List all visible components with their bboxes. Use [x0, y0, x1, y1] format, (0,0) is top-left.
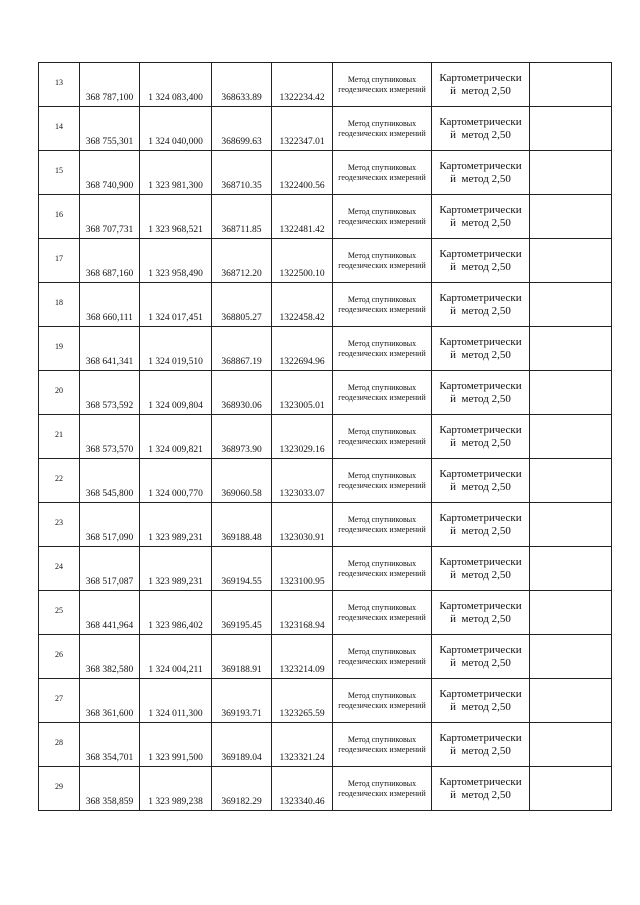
x-coordinate-alt-cell [212, 723, 272, 767]
method-cell [333, 239, 432, 283]
y-coordinate-alt-cell [272, 547, 333, 591]
x-coordinate-alt-text: 369194.55 [221, 577, 262, 587]
y-coordinate-alt-text: 1322481.42 [279, 225, 325, 235]
y-coordinate-cell [140, 591, 212, 635]
x-coordinate-alt-text: 368973.90 [221, 445, 262, 455]
x-coordinate-cell [80, 415, 140, 459]
point-number-cell [39, 239, 80, 283]
y-coordinate-alt-cell [272, 723, 333, 767]
x-coordinate-alt-cell [212, 63, 272, 107]
accuracy-text: Картометрически [439, 115, 522, 128]
method-text: Метод спутниковых геодезических измерений [338, 162, 426, 182]
x-coordinate-alt-text: 369188.48 [221, 533, 262, 543]
method-cell [333, 415, 432, 459]
y-coordinate-alt-text: 1323029.16 [279, 445, 325, 455]
y-coordinate-alt-cell [272, 195, 333, 239]
y-coordinate-text: 1 323 981,300 [148, 181, 203, 191]
x-coordinate-alt-cell [212, 547, 272, 591]
point-number-text: 21 [55, 430, 63, 439]
method-cell [333, 327, 432, 371]
point-number-text: 24 [55, 562, 63, 571]
x-coordinate-cell [80, 283, 140, 327]
method-text: Метод спутниковых геодезических измерений [338, 602, 426, 622]
method-text: Метод спутниковых геодезических измерений [338, 294, 426, 314]
accuracy-text: й метод 2,50 [450, 216, 511, 229]
accuracy-cell [432, 459, 530, 503]
table-row [39, 371, 612, 415]
empty-cell [530, 723, 612, 767]
x-coordinate-alt-text: 368633.89 [221, 93, 262, 103]
y-coordinate-text: 1 323 989,231 [148, 533, 203, 543]
y-coordinate-alt-text: 1323005.01 [279, 401, 325, 411]
method-cell [333, 371, 432, 415]
x-coordinate-alt-cell [212, 591, 272, 635]
y-coordinate-cell [140, 371, 212, 415]
y-coordinate-text: 1 324 017,451 [148, 313, 203, 323]
x-coordinate-text: 368 441,964 [85, 621, 134, 631]
x-coordinate-cell [80, 327, 140, 371]
y-coordinate-alt-cell [272, 415, 333, 459]
x-coordinate-alt-text: 368930.06 [221, 401, 262, 411]
point-number-cell [39, 723, 80, 767]
empty-cell [530, 635, 612, 679]
method-text: Метод спутниковых геодезических измерений [338, 470, 426, 490]
accuracy-text: Картометрически [439, 379, 522, 392]
accuracy-cell [432, 547, 530, 591]
accuracy-text: й метод 2,50 [450, 128, 511, 141]
empty-cell [530, 63, 612, 107]
point-number-text: 23 [55, 518, 63, 527]
x-coordinate-text: 368 740,900 [85, 181, 134, 191]
y-coordinate-alt-cell [272, 635, 333, 679]
y-coordinate-text: 1 324 011,300 [148, 709, 203, 719]
method-text: Метод спутниковых геодезических измерений [338, 514, 426, 534]
point-number-text: 19 [55, 342, 63, 351]
y-coordinate-alt-text: 1323033.07 [279, 489, 325, 499]
point-number-cell [39, 327, 80, 371]
x-coordinate-alt-text: 369195.45 [221, 621, 262, 631]
y-coordinate-alt-text: 1323340.46 [279, 797, 325, 807]
table-row [39, 723, 612, 767]
method-text: Метод спутниковых геодезических измерений [338, 646, 426, 666]
y-coordinate-alt-text: 1322500.10 [279, 269, 325, 279]
y-coordinate-alt-text: 1323265.59 [279, 709, 325, 719]
y-coordinate-cell [140, 459, 212, 503]
x-coordinate-alt-cell [212, 459, 272, 503]
point-number-cell [39, 107, 80, 151]
x-coordinate-cell [80, 723, 140, 767]
empty-cell [530, 327, 612, 371]
y-coordinate-cell [140, 327, 212, 371]
x-coordinate-text: 368 573,592 [85, 401, 134, 411]
x-coordinate-alt-text: 368712.20 [221, 269, 262, 279]
accuracy-text: Картометрически [439, 775, 522, 788]
y-coordinate-text: 1 323 968,521 [148, 225, 203, 235]
y-coordinate-text: 1 324 009,804 [148, 401, 203, 411]
accuracy-text: й метод 2,50 [450, 568, 511, 581]
accuracy-cell [432, 503, 530, 547]
accuracy-text: й метод 2,50 [450, 304, 511, 317]
accuracy-text: Картометрически [439, 511, 522, 524]
table-row [39, 195, 612, 239]
x-coordinate-text: 368 707,731 [85, 225, 134, 235]
point-number-cell [39, 151, 80, 195]
accuracy-text: й метод 2,50 [450, 84, 511, 97]
point-number-cell [39, 371, 80, 415]
accuracy-text: Картометрически [439, 643, 522, 656]
table-row [39, 547, 612, 591]
method-cell [333, 679, 432, 723]
y-coordinate-alt-text: 1323214.09 [279, 665, 325, 675]
method-cell [333, 635, 432, 679]
accuracy-text: й метод 2,50 [450, 392, 511, 405]
method-cell [333, 591, 432, 635]
x-coordinate-text: 368 354,701 [85, 753, 134, 763]
y-coordinate-alt-cell [272, 459, 333, 503]
empty-cell [530, 283, 612, 327]
accuracy-text: й метод 2,50 [450, 172, 511, 185]
table-row [39, 239, 612, 283]
y-coordinate-cell [140, 239, 212, 283]
point-number-text: 15 [55, 166, 63, 175]
coordinates-table-body [39, 63, 612, 811]
method-cell [333, 547, 432, 591]
point-number-cell [39, 283, 80, 327]
accuracy-cell [432, 415, 530, 459]
x-coordinate-alt-cell [212, 239, 272, 283]
accuracy-cell [432, 63, 530, 107]
y-coordinate-cell [140, 547, 212, 591]
accuracy-cell [432, 679, 530, 723]
accuracy-text: й метод 2,50 [450, 744, 511, 757]
x-coordinate-cell [80, 371, 140, 415]
method-text: Метод спутниковых геодезических измерений [338, 338, 426, 358]
point-number-cell [39, 459, 80, 503]
x-coordinate-alt-cell [212, 195, 272, 239]
y-coordinate-text: 1 323 958,490 [148, 269, 203, 279]
accuracy-text: й метод 2,50 [450, 612, 511, 625]
method-cell [333, 195, 432, 239]
accuracy-cell [432, 151, 530, 195]
empty-cell [530, 547, 612, 591]
empty-cell [530, 195, 612, 239]
point-number-text: 20 [55, 386, 63, 395]
y-coordinate-alt-cell [272, 63, 333, 107]
x-coordinate-text: 368 517,087 [85, 577, 134, 587]
accuracy-text: Картометрически [439, 71, 522, 84]
method-text: Метод спутниковых геодезических измерений [338, 426, 426, 446]
accuracy-cell [432, 371, 530, 415]
x-coordinate-alt-text: 368805.27 [221, 313, 262, 323]
accuracy-cell [432, 767, 530, 811]
x-coordinate-text: 368 545,800 [85, 489, 134, 499]
point-number-text: 13 [55, 78, 63, 87]
x-coordinate-cell [80, 151, 140, 195]
y-coordinate-cell [140, 415, 212, 459]
method-text: Метод спутниковых геодезических измерений [338, 250, 426, 270]
point-number-cell [39, 591, 80, 635]
empty-cell [530, 591, 612, 635]
point-number-cell [39, 547, 80, 591]
point-number-text: 25 [55, 606, 63, 615]
y-coordinate-text: 1 324 009,821 [148, 445, 203, 455]
x-coordinate-text: 368 755,301 [85, 137, 134, 147]
x-coordinate-alt-text: 369189.04 [221, 753, 262, 763]
accuracy-cell [432, 591, 530, 635]
accuracy-text: й метод 2,50 [450, 436, 511, 449]
accuracy-text: й метод 2,50 [450, 260, 511, 273]
x-coordinate-cell [80, 63, 140, 107]
point-number-cell [39, 635, 80, 679]
x-coordinate-alt-cell [212, 415, 272, 459]
table-row [39, 591, 612, 635]
y-coordinate-cell [140, 767, 212, 811]
x-coordinate-alt-cell [212, 503, 272, 547]
accuracy-text: Картометрически [439, 731, 522, 744]
method-cell [333, 503, 432, 547]
table-row [39, 283, 612, 327]
y-coordinate-text: 1 323 986,402 [148, 621, 203, 631]
method-text: Метод спутниковых геодезических измерений [338, 778, 426, 798]
y-coordinate-alt-cell [272, 151, 333, 195]
empty-cell [530, 151, 612, 195]
y-coordinate-text: 1 324 083,400 [148, 93, 203, 103]
method-cell [333, 283, 432, 327]
point-number-cell [39, 415, 80, 459]
point-number-cell [39, 767, 80, 811]
x-coordinate-alt-cell [212, 107, 272, 151]
x-coordinate-cell [80, 591, 140, 635]
x-coordinate-cell [80, 239, 140, 283]
y-coordinate-cell [140, 63, 212, 107]
y-coordinate-alt-cell [272, 591, 333, 635]
x-coordinate-alt-cell [212, 767, 272, 811]
y-coordinate-alt-cell [272, 107, 333, 151]
y-coordinate-cell [140, 723, 212, 767]
accuracy-text: й метод 2,50 [450, 788, 511, 801]
table-row [39, 415, 612, 459]
method-text: Метод спутниковых геодезических измерений [338, 690, 426, 710]
point-number-text: 17 [55, 254, 63, 263]
empty-cell [530, 767, 612, 811]
y-coordinate-alt-cell [272, 371, 333, 415]
y-coordinate-text: 1 324 000,770 [148, 489, 203, 499]
y-coordinate-text: 1 324 004,211 [148, 665, 203, 675]
x-coordinate-alt-cell [212, 283, 272, 327]
point-number-text: 27 [55, 694, 63, 703]
accuracy-text: Картометрически [439, 687, 522, 700]
x-coordinate-text: 368 573,570 [85, 445, 134, 455]
x-coordinate-text: 368 382,580 [85, 665, 134, 675]
point-number-cell [39, 503, 80, 547]
accuracy-text: й метод 2,50 [450, 480, 511, 493]
table-row [39, 679, 612, 723]
table-row [39, 767, 612, 811]
y-coordinate-alt-text: 1322234.42 [279, 93, 325, 103]
accuracy-cell [432, 635, 530, 679]
y-coordinate-text: 1 323 989,238 [148, 797, 203, 807]
empty-cell [530, 503, 612, 547]
point-number-text: 28 [55, 738, 63, 747]
method-text: Метод спутниковых геодезических измерений [338, 206, 426, 226]
accuracy-text: Картометрически [439, 159, 522, 172]
x-coordinate-text: 368 641,341 [85, 357, 134, 367]
accuracy-cell [432, 107, 530, 151]
accuracy-text: Картометрически [439, 203, 522, 216]
x-coordinate-alt-text: 368867.19 [221, 357, 262, 367]
x-coordinate-alt-text: 368710.35 [221, 181, 262, 191]
x-coordinate-alt-cell [212, 327, 272, 371]
accuracy-text: Картометрически [439, 423, 522, 436]
y-coordinate-text: 1 324 019,510 [148, 357, 203, 367]
x-coordinate-alt-cell [212, 151, 272, 195]
accuracy-cell [432, 283, 530, 327]
x-coordinate-text: 368 660,111 [86, 313, 133, 323]
y-coordinate-alt-cell [272, 679, 333, 723]
table-row [39, 327, 612, 371]
empty-cell [530, 415, 612, 459]
x-coordinate-cell [80, 767, 140, 811]
x-coordinate-text: 368 361,600 [85, 709, 134, 719]
y-coordinate-alt-text: 1322347.01 [279, 137, 325, 147]
accuracy-text: Картометрически [439, 335, 522, 348]
y-coordinate-text: 1 323 991,500 [148, 753, 203, 763]
y-coordinate-cell [140, 503, 212, 547]
y-coordinate-alt-cell [272, 503, 333, 547]
accuracy-text: Картометрически [439, 291, 522, 304]
method-cell [333, 63, 432, 107]
x-coordinate-text: 368 517,090 [85, 533, 134, 543]
y-coordinate-cell [140, 283, 212, 327]
accuracy-text: й метод 2,50 [450, 656, 511, 669]
y-coordinate-alt-text: 1322458.42 [279, 313, 325, 323]
accuracy-cell [432, 239, 530, 283]
y-coordinate-alt-text: 1322694.96 [279, 357, 325, 367]
accuracy-cell [432, 723, 530, 767]
accuracy-cell [432, 195, 530, 239]
method-cell [333, 723, 432, 767]
y-coordinate-text: 1 324 040,000 [148, 137, 203, 147]
y-coordinate-cell [140, 635, 212, 679]
y-coordinate-cell [140, 679, 212, 723]
y-coordinate-alt-cell [272, 327, 333, 371]
x-coordinate-alt-cell [212, 371, 272, 415]
x-coordinate-cell [80, 459, 140, 503]
table-row [39, 63, 612, 107]
empty-cell [530, 107, 612, 151]
method-text: Метод спутниковых геодезических измерений [338, 382, 426, 402]
empty-cell [530, 459, 612, 503]
x-coordinate-alt-text: 369060.58 [221, 489, 262, 499]
table-row [39, 503, 612, 547]
y-coordinate-alt-text: 1323168.94 [279, 621, 325, 631]
y-coordinate-text: 1 323 989,231 [148, 577, 203, 587]
empty-cell [530, 371, 612, 415]
point-number-text: 18 [55, 298, 63, 307]
x-coordinate-alt-text: 368711.85 [221, 225, 262, 235]
table-row [39, 635, 612, 679]
method-cell [333, 767, 432, 811]
y-coordinate-cell [140, 195, 212, 239]
accuracy-text: Картометрически [439, 467, 522, 480]
y-coordinate-alt-text: 1322400.56 [279, 181, 325, 191]
method-cell [333, 151, 432, 195]
accuracy-text: Картометрически [439, 247, 522, 260]
x-coordinate-cell [80, 679, 140, 723]
point-number-cell [39, 63, 80, 107]
method-text: Метод спутниковых геодезических измерений [338, 74, 426, 94]
point-number-cell [39, 195, 80, 239]
coordinates-table [38, 62, 612, 811]
y-coordinate-alt-text: 1323030.91 [279, 533, 325, 543]
empty-cell [530, 239, 612, 283]
method-text: Метод спутниковых геодезических измерений [338, 734, 426, 754]
accuracy-text: Картометрически [439, 555, 522, 568]
x-coordinate-cell [80, 195, 140, 239]
x-coordinate-alt-text: 368699.63 [221, 137, 262, 147]
accuracy-text: й метод 2,50 [450, 524, 511, 537]
y-coordinate-alt-text: 1323321.24 [279, 753, 325, 763]
accuracy-text: Картометрически [439, 599, 522, 612]
point-number-text: 29 [55, 782, 63, 791]
accuracy-cell [432, 327, 530, 371]
empty-cell [530, 679, 612, 723]
point-number-text: 16 [55, 210, 63, 219]
table-row [39, 151, 612, 195]
table-row [39, 107, 612, 151]
x-coordinate-cell [80, 503, 140, 547]
point-number-text: 14 [55, 122, 63, 131]
x-coordinate-alt-cell [212, 679, 272, 723]
y-coordinate-cell [140, 107, 212, 151]
y-coordinate-cell [140, 151, 212, 195]
x-coordinate-text: 368 687,160 [85, 269, 134, 279]
point-number-cell [39, 679, 80, 723]
y-coordinate-alt-cell [272, 767, 333, 811]
x-coordinate-text: 368 787,100 [85, 93, 134, 103]
x-coordinate-cell [80, 107, 140, 151]
x-coordinate-cell [80, 635, 140, 679]
accuracy-text: й метод 2,50 [450, 348, 511, 361]
table-row [39, 459, 612, 503]
x-coordinate-alt-cell [212, 635, 272, 679]
x-coordinate-alt-text: 369188.91 [221, 665, 262, 675]
method-text: Метод спутниковых геодезических измерений [338, 118, 426, 138]
x-coordinate-cell [80, 547, 140, 591]
method-text: Метод спутниковых геодезических измерений [338, 558, 426, 578]
y-coordinate-alt-text: 1323100.95 [279, 577, 325, 587]
method-cell [333, 107, 432, 151]
method-cell [333, 459, 432, 503]
y-coordinate-alt-cell [272, 283, 333, 327]
point-number-text: 26 [55, 650, 63, 659]
x-coordinate-alt-text: 369193.71 [221, 709, 262, 719]
accuracy-text: й метод 2,50 [450, 700, 511, 713]
x-coordinate-text: 368 358,859 [85, 797, 134, 807]
x-coordinate-alt-text: 369182.29 [221, 797, 262, 807]
point-number-text: 22 [55, 474, 63, 483]
y-coordinate-alt-cell [272, 239, 333, 283]
